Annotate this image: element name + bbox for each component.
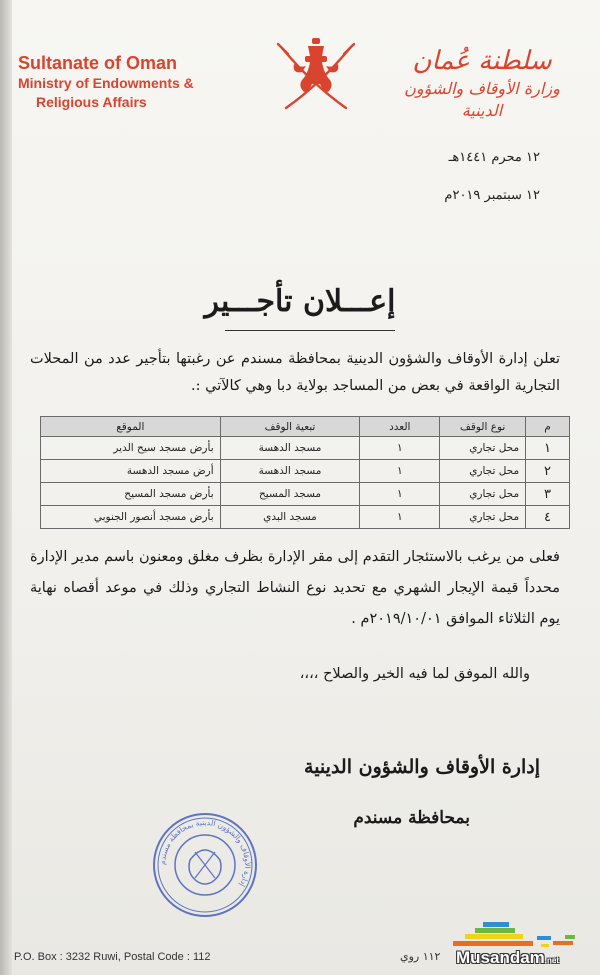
col-header-type: نوع الوقف xyxy=(440,417,526,437)
table-row xyxy=(41,506,570,529)
english-letterhead xyxy=(18,52,194,112)
col-header-number: م xyxy=(526,417,570,437)
gregorian-date: ١٢ سبتمبر ٢٠١٩م xyxy=(444,188,540,203)
col-header-count: العدد xyxy=(360,417,440,437)
cell-type: محل تجاري xyxy=(440,483,526,506)
cell-number: ٣ xyxy=(526,483,570,506)
col-header-location: الموقع xyxy=(41,417,221,437)
cell-count: ١ xyxy=(360,506,440,529)
table-row xyxy=(41,483,570,506)
cell-count: ١ xyxy=(360,460,440,483)
cell-number: ٢ xyxy=(526,460,570,483)
shops-table xyxy=(40,416,570,529)
cell-count: ١ xyxy=(360,437,440,460)
arabic-letterhead xyxy=(382,44,582,122)
col-header-affiliation: تبعية الوقف xyxy=(220,417,360,437)
cell-count: ١ xyxy=(360,483,440,506)
cell-location: بأرض مسجد أنصور الجنوبي xyxy=(41,506,221,529)
table-row xyxy=(41,460,570,483)
stamp-ring-text: إدارة الأوقاف والشؤون الدينية بمحافظة مسندم xyxy=(157,817,253,889)
hijri-date: ١٢ محرم ١٤٤١هـ xyxy=(448,150,540,165)
cell-type: محل تجاري xyxy=(440,437,526,460)
cell-location: بأرض مسجد المسيح xyxy=(41,483,221,506)
table-header-row xyxy=(41,417,570,437)
letterhead-en-line2: Ministry of Endowments & xyxy=(18,75,194,91)
cell-type: محل تجاري xyxy=(440,460,526,483)
letterhead-en-line3: Religious Affairs xyxy=(36,94,147,110)
footer-address-ar: ١١٢ روي xyxy=(400,950,441,963)
cell-number: ٤ xyxy=(526,506,570,529)
svg-text:إدارة الأوقاف والشؤون الدينية xyxy=(158,818,253,888)
cell-affiliation: مسجد البدي xyxy=(220,506,360,529)
khanjar-swords-emblem-icon xyxy=(272,34,360,116)
cell-location: بأرض مسجد سيح الدير xyxy=(41,437,221,460)
footer-address: P.O. Box : 3232 Ruwi, Postal Code : 112 xyxy=(14,951,211,963)
title-underline xyxy=(225,330,395,331)
letterhead-ar-line2: وزارة الأوقاف والشؤون الدينية xyxy=(404,79,560,120)
watermark-brand: Musandam.net xyxy=(456,948,560,967)
announcement-title: إعـــلان تأجـــير xyxy=(204,284,396,319)
table-row xyxy=(41,437,570,460)
cell-number: ١ xyxy=(526,437,570,460)
page-left-edge xyxy=(0,0,12,975)
letterhead-ar-line1: سلطنة عُمان xyxy=(412,46,552,76)
cell-affiliation: مسجد المسيح xyxy=(220,483,360,506)
signature-governorate: بمحافظة مسندم xyxy=(353,808,470,828)
official-round-stamp-icon xyxy=(150,810,260,920)
letterhead-en-line1: Sultanate of Oman xyxy=(18,53,178,73)
closing-line: والله الموفق لما فيه الخير والصلاح ،،،، xyxy=(299,666,530,682)
signature-department: إدارة الأوقاف والشؤون الدينية xyxy=(304,756,540,778)
cell-type: محل تجاري xyxy=(440,506,526,529)
cell-affiliation: مسجد الدهسة xyxy=(220,437,360,460)
cell-location: أرض مسجد الدهسة xyxy=(41,460,221,483)
instructions-paragraph: فعلى من يرغب بالاستئجار التقدم إلى مقر الإدارة بظرف مغلق ومعنون باسم مدير الإدارة محدداً قيمة الإيجار الشهري مع تحديد نوع النشاط التجاري وذلك في موعد أقصاه نهاية يوم الثلاثاء الموافق ٢٠١٩/١٠/٠١م . xyxy=(30,549,560,627)
intro-paragraph: تعلن إدارة الأوقاف والشؤون الدينية بمحافظة مسندم عن رغبتها بتأجير عدد من المحلات التجارية الواقعة في بعض من المساجد بولاية دبا وهي كالآتي :. xyxy=(30,351,560,394)
cell-affiliation: مسجد الدهسة xyxy=(220,460,360,483)
